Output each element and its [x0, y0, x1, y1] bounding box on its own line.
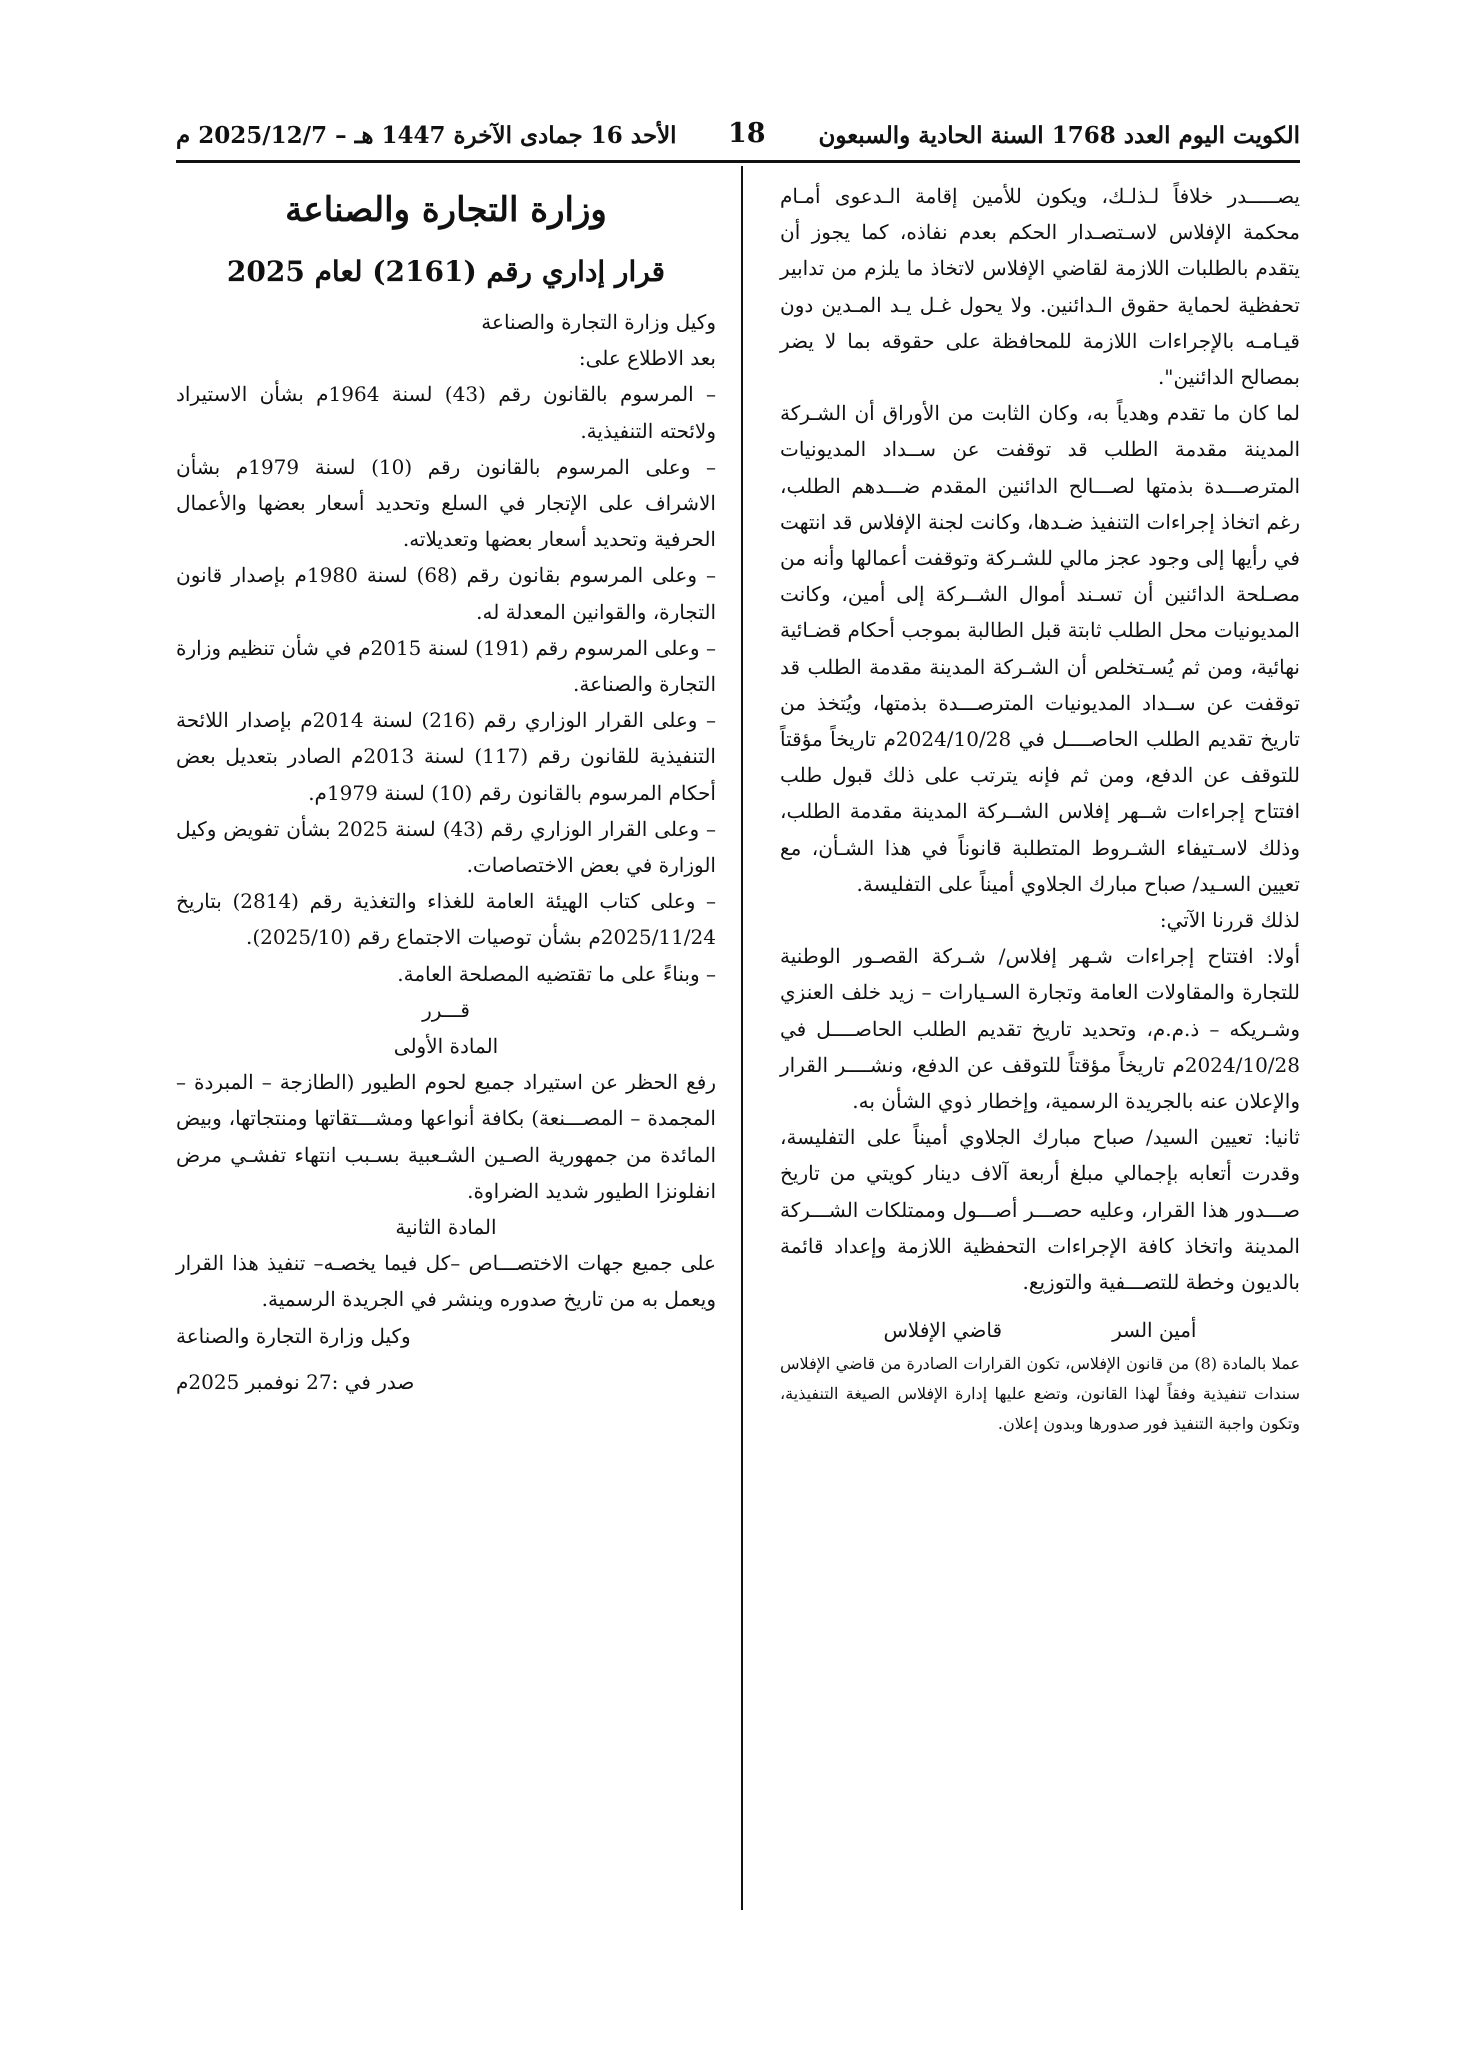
issuer-line: وكيل وزارة التجارة والصناعة — [481, 310, 716, 334]
ruling-second: ثانيا: تعيين السيد/ صباح مبارك الجلاوي أميناً على التفليسة، وقدرت أتعابه بإجمالي مبلغ أربعة آلاف دينار كويتي من تاريخ صـــدور هذا القرار، وعليه حصـــر أصـــول وممتلكات الشـــركة المدينة واتخاذ كافة الإجراءات التحفظية اللازمة وإعداد قائمة بالديون وخطة للتصـــفية والتوزيع. — [780, 1125, 1300, 1295]
reference-item-8: – وبناءً على ما تقتضيه المصلحة العامة. — [397, 961, 716, 986]
column-divider — [741, 166, 743, 1910]
reference-item-5: – وعلى القرار الوزاري رقم (216) لسنة 2014م بإصدار اللائحة التنفيذية للقانون رقم (117) لسنة 2013م الصادر بتعديل بعض أحكام المرسوم بالقانون رقم (10) لسنة 1979م. — [176, 708, 716, 805]
paragraph-2: لما كان ما تقدم وهدياً به، وكان الثابت من الأوراق أن الشـركة المدينة مقدمة الطلب قد توقفت عن ســداد المديونيات المترصـــدة بذمتها لصـــالح الدائنين المقدم ضـــدهم الطلب، رغم اتخاذ إجراءات التنفيذ ضـدها، وكانت لجنة الإفلاس قد انتهت في رأيها إلى وجود عجز مالي للشـركة وتوقفت أعمالها وأنه من مصـلحة الدائنين أن تسـند أموال الشــركة إلى أمين، وكانت المديونيات محل الطلب ثابتة قبل الطالبة بموجب أحكام قضـائية نهائية، ومن ثم يُسـتخلص أن الشـركة المدينة مقدمة الطلب قد توقفت عن ســداد المديونيات المترصـــدة بذمتها، ويُتخذ من تاريخ تقديم الطلب الحاصــــل في 2024/10/28م تاريخاً مؤقتاً للتوقف عن الدفع، ومن ثم فإنه يترتب على ذلك قبول طلب افتتاح إجراءات شــهر إفلاس الشــركة المدينة مقدمة الطلب، وذلك لاسـتيفاء الشـروط المتطلبة قانوناً في هذا الشـأن، مع تعيين السـيد/ صباح مبارك الجلاوي أميناً على التفليسة. — [780, 401, 1300, 896]
page-header — [176, 118, 1300, 158]
reference-item-4: – وعلى المرسوم رقم (191) لسنة 2015م في شأن تنظيم وزارة التجارة والصناعة. — [176, 635, 716, 697]
article-2-text: على جميع جهات الاختصـــاص –كل فيما يخصـه– تنفيذ هذا القرار ويعمل به من تاريخ صدوره وينشر في الجريدة الرسمية. — [176, 1251, 716, 1312]
decision-title: قرار إداري رقم (2161) لعام 2025 — [226, 255, 666, 288]
ruling-first: أولا: افتتاح إجراءات شـهر إفلاس/ شـركة القصـور الوطنية للتجارة والمقاولات العامة وتجارة السـيارات – زيد خلف العنزي وشـريكه – ذ.م.م، وتحديد تاريخ تقديم الطلب الحاصــــل في 2024/10/28م تاريخاً مؤقتاً للتوقف عن الدفع، ونشــــر القرار والإعلان عنه بالجريدة الرسمية، وإخطار ذوي الشأن به. — [780, 944, 1300, 1114]
signature-line — [780, 1312, 1300, 1348]
header-rule — [176, 160, 1300, 163]
ministry-title: وزارة التجارة والصناعة — [285, 190, 607, 230]
reference-item-3: – وعلى المرسوم بقانون رقم (68) لسنة 1980م بإصدار قانون التجارة، والقوانين المعدلة له. — [176, 563, 716, 624]
paragraph-1: يصـــــدر خلافاً لـذلـك، ويكون للأمين إقامة الـدعوى أمـام محكمة الإفلاس لاسـتصـدار الحكم بعدم نفاذه، كما يجوز أن يتقدم بالطلبات اللازمة لقاضي الإفلاس لاتخاذ ما يلزم من تدابير تحفظية لحماية حقوق الـدائنين. ولا يحول غـل يـد المـدين دون قيـامـه بالإجراءات اللازمة للمحافظة على حقوقه بما لا يضر بمصالح الدائنين". — [780, 184, 1300, 390]
footnote: عملا بالمادة (8) من قانون الإفلاس، تكون القرارات الصادرة من قاضي الإفلاس سندات تنفيذية وفقاً لهذا القانون، وتضع عليها إدارة الإفلاس الصيغة التنفيذية، وتكون واجبة التنفيذ فور صدورها وبدون إعلان. — [780, 1353, 1300, 1433]
signer-line: وكيل وزارة التجارة والصناعة — [176, 1323, 411, 1348]
right-column — [780, 178, 1300, 1439]
page-number: 18 — [728, 118, 766, 149]
reference-item-2: – وعلى المرسوم بالقانون رقم (10) لسنة 1979م بشأن الاشراف على الإتجار في السلع وتحديد أسعار بعضها والأعمال الحرفية وتحديد أسعار بعضها وتعديلاته. — [176, 454, 716, 552]
ruling-intro: لذلك قررنا الآتي: — [1159, 908, 1300, 933]
reference-item-1: – المرسوم بالقانون رقم (43) لسنة 1964م بشأن الاستيراد ولائحته التنفيذية. — [176, 382, 716, 443]
article-2-title: المادة الثانية — [395, 1215, 497, 1240]
signature-secretary: أمين السر — [1112, 1318, 1197, 1343]
article-1-text: رفع الحظر عن استيراد جميع لحوم الطيور (الطازجة – المبردة – المجمدة – المصـــنعة) بكافة أنواعها ومشـــتقاتها ومنتجاتها، وبيض المائدة من جمهورية الصـين الشـعبية بسـبب انتهاء تفشـي مرض انفلونزا الطيور شديد الضراوة. — [176, 1070, 716, 1203]
header-date: الأحد 16 جمادى الآخرة 1447 هـ – 2025/12/7 م — [176, 122, 677, 149]
reference-item-7: – وعلى كتاب الهيئة العامة للغذاء والتغذية رقم (2814) بتاريخ 2025/11/24م بشأن توصيات الاجتماع رقم (2025/10). — [176, 889, 716, 950]
left-column — [176, 178, 716, 1400]
reference-item-6: – وعلى القرار الوزاري رقم (43) لسنة 2025 بشأن تفويض وكيل الوزارة في بعض الاختصاصات. — [176, 816, 716, 878]
issued-date: صدر في :27 نوفمبر 2025م — [176, 1369, 415, 1394]
signature-judge: قاضي الإفلاس — [883, 1318, 1003, 1343]
article-1-title: المادة الأولى — [393, 1034, 499, 1059]
header-gazette-info: الكويت اليوم العدد 1768 السنة الحادية والسبعون — [818, 122, 1300, 149]
review-intro: بعد الاطلاع على: — [578, 346, 716, 371]
decree-word: قـــرر — [422, 997, 470, 1022]
